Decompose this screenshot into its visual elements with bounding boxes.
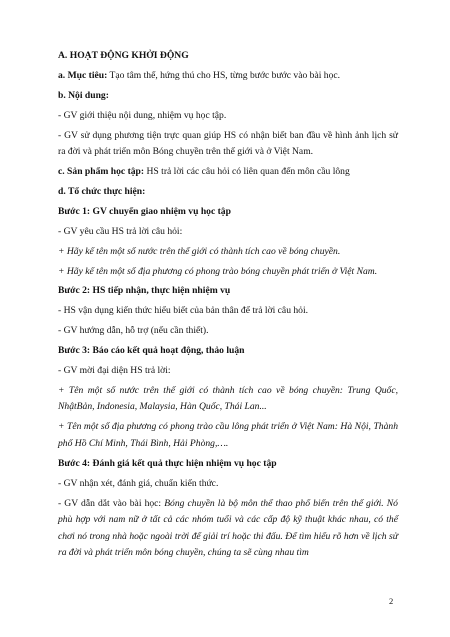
buoc-1-item-2: + Hãy kể tên một số nước trên thế giới có thành tích cao về bóng chuyền. (58, 245, 341, 257)
to-chuc-label: d. Tổ chức thực hiện: (58, 185, 146, 197)
san-pham-text: HS trả lời các câu hỏi có liên quan đến môn cầu lông (144, 166, 350, 178)
section-heading: A. HOẠT ĐỘNG KHỞI ĐỘNG (58, 50, 189, 61)
san-pham (58, 164, 398, 181)
noi-dung-label: b. Nội dung: (58, 89, 109, 101)
buoc-2-item-1: - HS vận dụng kiến thức hiểu biết của bản thân để trả lời câu hỏi. (58, 305, 309, 317)
page-number: 2 (389, 596, 394, 606)
buoc-4-item-2-lead: - GV dẫn dắt vào bài học: (58, 497, 165, 509)
muc-tieu-label: a. Mục tiêu: (58, 69, 108, 81)
noi-dung-item-1: - GV giới thiệu nội dung, nhiệm vụ học tập. (58, 109, 227, 121)
muc-tieu (58, 68, 398, 85)
buoc-4-item-1: - GV nhận xét, đánh giá, chuẩn kiến thức. (58, 477, 219, 489)
muc-tieu-text: Tạo tâm thế, hứng thú cho HS, từng bước bước vào bài học. (107, 69, 341, 81)
buoc-3-title: Bước 3: Báo cáo kết quả hoạt động, thảo luận (58, 345, 245, 357)
buoc-3-item-3: + Tên một số địa phương có phong trào cầu lông phát triển ở Việt Nam: Hà Nội, Thành phố Hồ Chí Minh, Thái Bình, Hải Phòng,…. (58, 421, 398, 449)
buoc-2-title: Bước 2: HS tiếp nhận, thực hiện nhiệm vụ (58, 285, 231, 297)
buoc-4-item-2-italic: Bóng chuyền là bộ môn thể thao phổ biến trên thế giới. Nó phù hợp với nam nữ ở tất cả các nhóm tuổi và các cấp độ kỹ thuật khác nhau, có thể chơi nó trong nhà hoặc ngoài trời để giải trí hoặc thi đấu. Để tìm hiểu rõ hơn về lịch sử ra đời và phát triển môn bóng chuyền, chúng ta sẽ cùng nhau tìm (58, 497, 398, 559)
noi-dung-item-2: - GV sử dụng phương tiện trực quan giúp HS có nhận biết ban đầu về hình ảnh lịch sử ra đời và phát triển môn Bóng chuyền trên thế giới và ở Việt Nam. (58, 129, 398, 158)
buoc-3-item-2: + Tên một số nước trên thế giới có thành tích cao về bóng chuyền: Trung Quốc, NhậtBản, Indonesia, Malaysia, Hàn Quốc, Thái Lan... (58, 384, 398, 413)
san-pham-label: c. Sản phẩm học tập: (58, 166, 145, 178)
buoc-4-title: Bước 4: Đánh giá kết quả thực hiện nhiệm vụ học tập (58, 457, 277, 469)
buoc-4-item-2 (58, 496, 398, 562)
buoc-1-title: Bước 1: GV chuyển giao nhiệm vụ học tập (58, 205, 231, 217)
buoc-3-item-1: - GV mời đại diện HS trả lời: (58, 364, 171, 376)
buoc-1-item-1: - GV yêu cầu HS trả lời câu hỏi: (58, 225, 183, 237)
page-content (58, 48, 398, 565)
buoc-2-item-2: - GV hướng dẫn, hỗ trợ (nếu cần thiết). (58, 325, 209, 337)
buoc-1-item-3: + Hãy kể tên một số địa phương có phong trào bóng chuyền phát triển ở Việt Nam. (58, 265, 378, 277)
